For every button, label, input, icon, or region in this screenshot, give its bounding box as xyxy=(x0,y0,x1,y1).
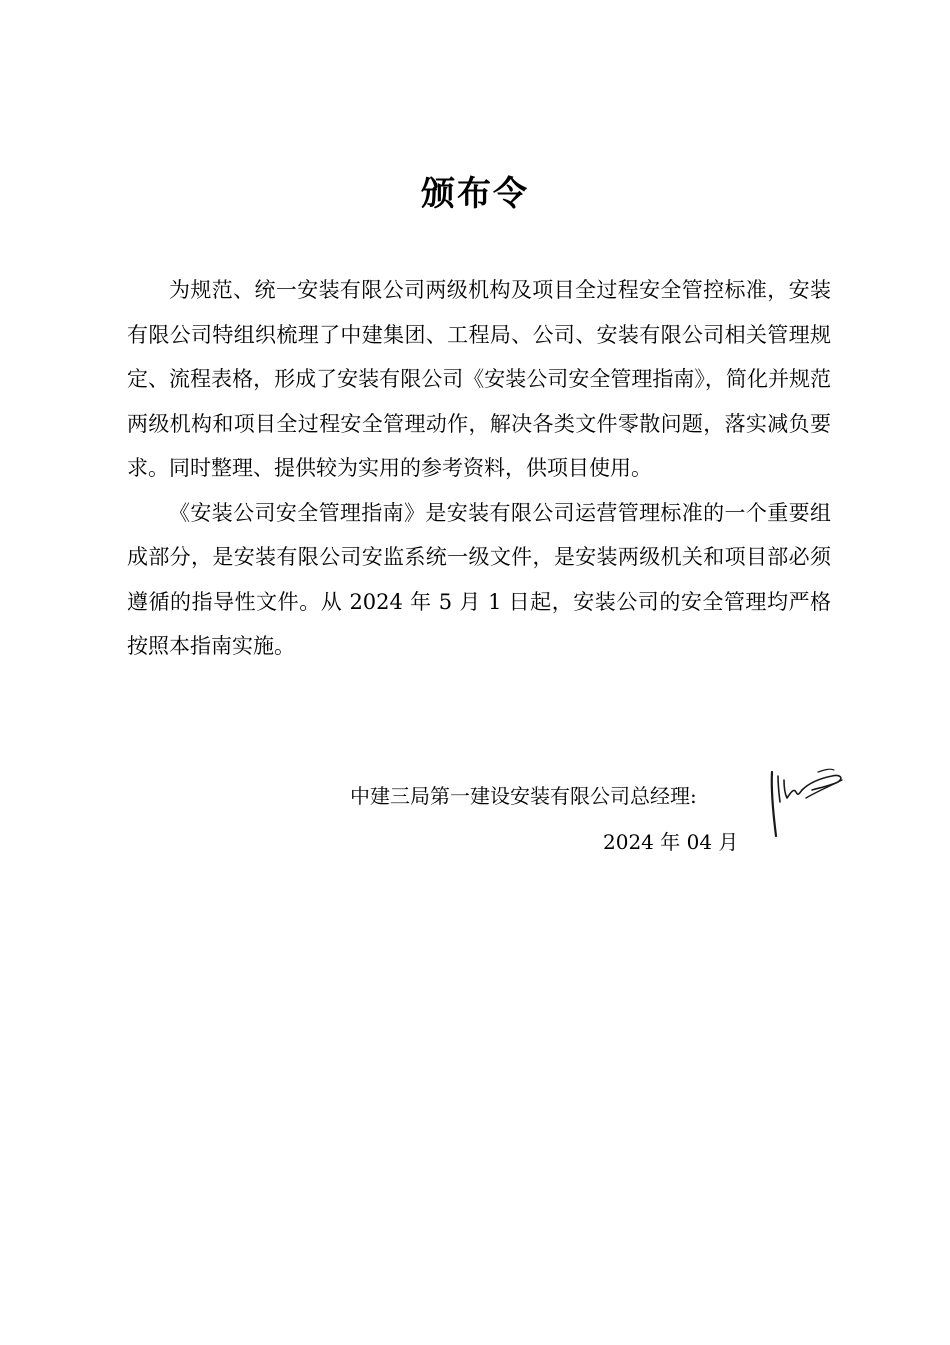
paragraph-1: 为规范、统一安装有限公司两级机构及项目全过程安全管控标准，安装有限公司特组织梳理了中建集团、工程局、公司、安装有限公司相关管理规定、流程表格，形成了安装有限公司《安装公司安全管理指南》，简化并规范两级机构和项目全过程安全管理动作，解决各类文件零散问题，落实减负要求。同时整理、提供较为实用的参考资料，供项目使用。 xyxy=(127,278,831,480)
document-date: 2024 年 04 月 xyxy=(603,830,739,854)
handwritten-signature xyxy=(758,762,850,842)
document-body xyxy=(127,268,831,669)
document-title: 颁布令 xyxy=(421,174,529,214)
paragraph-2: 《安装公司安全管理指南》是安装有限公司运营管理标准的一个重要组成部分，是安装有限公司安监系统一级文件，是安装两级机关和项目部必须遵循的指导性文件。从 2024 年 5 月 1 日起，安装公司的安全管理均严格按照本指南实施。 xyxy=(127,500,831,658)
signatory-line: 中建三局第一建设安装有限公司总经理: xyxy=(350,784,697,808)
